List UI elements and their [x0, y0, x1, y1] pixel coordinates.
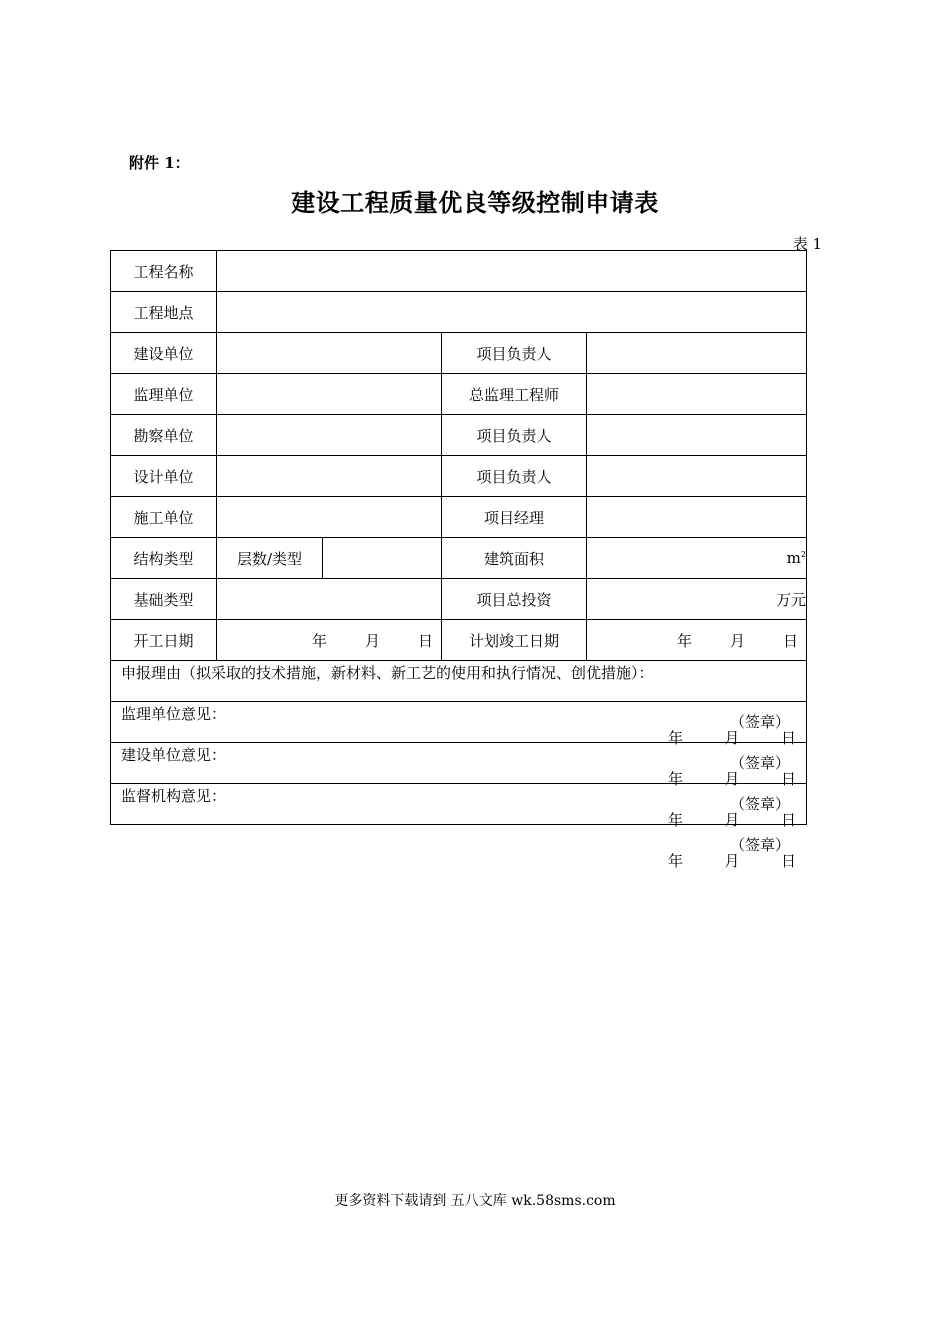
planned-completion-date-field[interactable]	[587, 620, 807, 661]
date-day: 日	[780, 852, 796, 870]
building-area-label: 建筑面积	[442, 538, 587, 579]
construction-unit-person-field[interactable]	[587, 333, 807, 374]
foundation-type-label: 基础类型	[111, 579, 217, 620]
date-month: 月	[729, 631, 745, 650]
start-date-label: 开工日期	[111, 620, 217, 661]
survey-unit-person-label: 项目负责人	[442, 415, 587, 456]
table-number: 表 1	[792, 235, 822, 253]
sign-label: （签章）	[729, 754, 790, 772]
project-name-label: 工程名称	[111, 251, 217, 292]
table-row	[111, 538, 807, 579]
date-month: 月	[724, 811, 740, 829]
design-unit-field[interactable]	[217, 456, 442, 497]
construction-opinion-label: 建设单位意见：	[121, 746, 227, 764]
supervision-unit-field[interactable]	[217, 374, 442, 415]
date-day: 日	[780, 729, 796, 747]
area-unit: m	[786, 549, 801, 567]
footer-note: 更多资料下载请到 五八文库 wk.58sms.com	[334, 1193, 616, 1209]
table-row	[111, 456, 807, 497]
design-unit-person-label: 项目负责人	[442, 456, 587, 497]
date-day: 日	[780, 811, 796, 829]
date-day: 日	[782, 631, 798, 650]
table-row	[111, 784, 807, 825]
date-day: 日	[417, 631, 433, 650]
investment-unit: 万元	[775, 590, 806, 609]
survey-unit-label: 勘察单位	[111, 415, 217, 456]
table-row	[111, 702, 807, 743]
project-manager-label: 项目经理	[442, 497, 587, 538]
date-month: 月	[724, 852, 740, 870]
construction-unit-field[interactable]	[217, 333, 442, 374]
table-row	[111, 579, 807, 620]
table-row	[111, 497, 807, 538]
table-row	[111, 292, 807, 333]
project-name-field[interactable]	[217, 251, 807, 292]
table-row	[111, 415, 807, 456]
date-month: 月	[724, 729, 740, 747]
builder-unit-field[interactable]	[217, 497, 442, 538]
structure-type-label: 结构类型	[111, 538, 217, 579]
date-year: 年	[668, 811, 684, 829]
attachment-label: 附件 1：	[129, 154, 190, 172]
planned-completion-date-label: 计划竣工日期	[442, 620, 587, 661]
building-area-field[interactable]	[587, 538, 807, 579]
date-month: 月	[364, 631, 380, 650]
total-investment-label: 项目总投资	[442, 579, 587, 620]
date-day: 日	[780, 770, 796, 788]
chief-supervisor-field[interactable]	[587, 374, 807, 415]
sign-label: （签章）	[729, 795, 790, 813]
oversight-opinion-section[interactable]	[111, 784, 807, 870]
supervision-unit-label: 监理单位	[111, 374, 217, 415]
date-year: 年	[311, 631, 327, 650]
table-row	[111, 251, 807, 292]
date-year: 年	[668, 852, 684, 870]
sign-label: （签章）	[729, 836, 790, 854]
table-row	[111, 333, 807, 374]
date-year: 年	[668, 770, 684, 788]
survey-unit-person-field[interactable]	[587, 415, 807, 456]
table-row	[111, 743, 807, 784]
table-row	[111, 374, 807, 415]
start-date-field[interactable]	[217, 620, 442, 661]
table-row	[111, 620, 807, 661]
application-form-table	[110, 250, 807, 870]
floors-type-field[interactable]	[323, 538, 442, 579]
page-title: 建设工程质量优良等级控制申请表	[291, 188, 659, 217]
survey-unit-field[interactable]	[217, 415, 442, 456]
builder-unit-label: 施工单位	[111, 497, 217, 538]
application-reason-label: 申报理由（拟采取的技术措施，新材料、新工艺的使用和执行情况、创优措施）：	[121, 664, 654, 682]
design-unit-label: 设计单位	[111, 456, 217, 497]
date-year: 年	[676, 631, 692, 650]
design-unit-person-field[interactable]	[587, 456, 807, 497]
project-manager-field[interactable]	[587, 497, 807, 538]
project-location-field[interactable]	[217, 292, 807, 333]
supervision-opinion-label: 监理单位意见：	[121, 705, 227, 723]
date-month: 月	[724, 770, 740, 788]
floors-type-label: 层数/类型	[217, 538, 323, 579]
construction-unit-label: 建设单位	[111, 333, 217, 374]
date-year: 年	[668, 729, 684, 747]
sign-label: （签章）	[729, 713, 790, 731]
project-location-label: 工程地点	[111, 292, 217, 333]
oversight-opinion-label: 监督机构意见：	[121, 787, 227, 805]
area-unit-exponent: 2	[800, 550, 806, 559]
table-row	[111, 661, 807, 702]
total-investment-field[interactable]	[587, 579, 807, 620]
foundation-type-field[interactable]	[217, 579, 442, 620]
construction-unit-person-label: 项目负责人	[442, 333, 587, 374]
chief-supervisor-label: 总监理工程师	[442, 374, 587, 415]
